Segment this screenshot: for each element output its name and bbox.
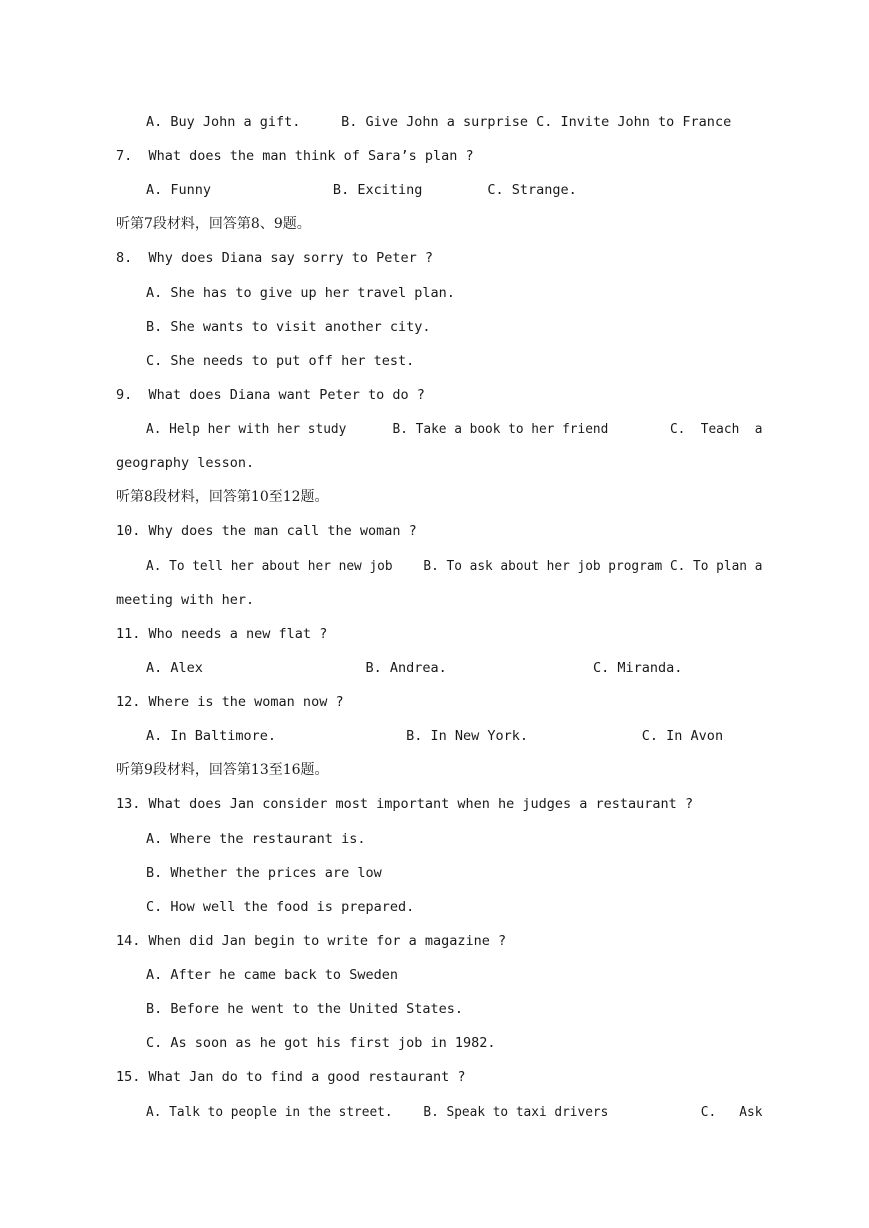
q10-options-continued: meeting with her. <box>116 592 255 608</box>
question-7: 7. What does the man think of Sara’s plan ? <box>116 148 474 164</box>
question-11: 11. Who needs a new flat ? <box>116 626 328 642</box>
question-10: 10. Why does the man call the woman ? <box>116 523 417 539</box>
q9-options-continued: geography lesson. <box>116 455 255 471</box>
q14-option-b: B. Before he went to the United States. <box>146 1001 463 1017</box>
q14-option-a: A. After he came back to Sweden <box>146 967 398 983</box>
q10-options: A. To tell her about her new job B. To ask about her job program C. To plan a <box>146 558 763 574</box>
question-12: 12. Where is the woman now ? <box>116 694 344 710</box>
q13-option-a: A. Where the restaurant is. <box>146 831 366 847</box>
q13-option-b: B. Whether the prices are low <box>146 865 382 881</box>
question-8: 8. Why does Diana say sorry to Peter ? <box>116 250 433 266</box>
question-15: 15. What Jan do to find a good restaurant ? <box>116 1069 466 1085</box>
q13-option-c: C. How well the food is prepared. <box>146 899 415 915</box>
section-heading-7: 听第7段材料，回答第8、9题。 <box>116 216 311 232</box>
q9-options: A. Help her with her study B. Take a book to her friend C. Teach a <box>146 421 763 437</box>
q8-option-c: C. She needs to put off her test. <box>146 353 415 369</box>
section-heading-8: 听第8段材料，回答第10至12题。 <box>116 489 329 505</box>
q11-options: A. Alex B. Andrea. C. Miranda. <box>146 660 683 676</box>
q7-options: A. Funny B. Exciting C. Strange. <box>146 182 577 198</box>
q12-options: A. In Baltimore. B. In New York. C. In Avon <box>146 728 724 744</box>
q15-options: A. Talk to people in the street. B. Speak to taxi drivers C. Ask <box>146 1104 763 1120</box>
q14-option-c: C. As soon as he got his first job in 1982. <box>146 1035 496 1051</box>
q6-options: A. Buy John a gift. B. Give John a surprise C. Invite John to France <box>146 114 732 130</box>
question-9: 9. What does Diana want Peter to do ? <box>116 387 425 403</box>
q8-option-b: B. She wants to visit another city. <box>146 319 431 335</box>
question-13: 13. What does Jan consider most important when he judges a restaurant ? <box>116 796 694 812</box>
q8-option-a: A. She has to give up her travel plan. <box>146 285 455 301</box>
section-heading-9: 听第9段材料，回答第13至16题。 <box>116 762 329 778</box>
question-14: 14. When did Jan begin to write for a magazine ? <box>116 933 507 949</box>
